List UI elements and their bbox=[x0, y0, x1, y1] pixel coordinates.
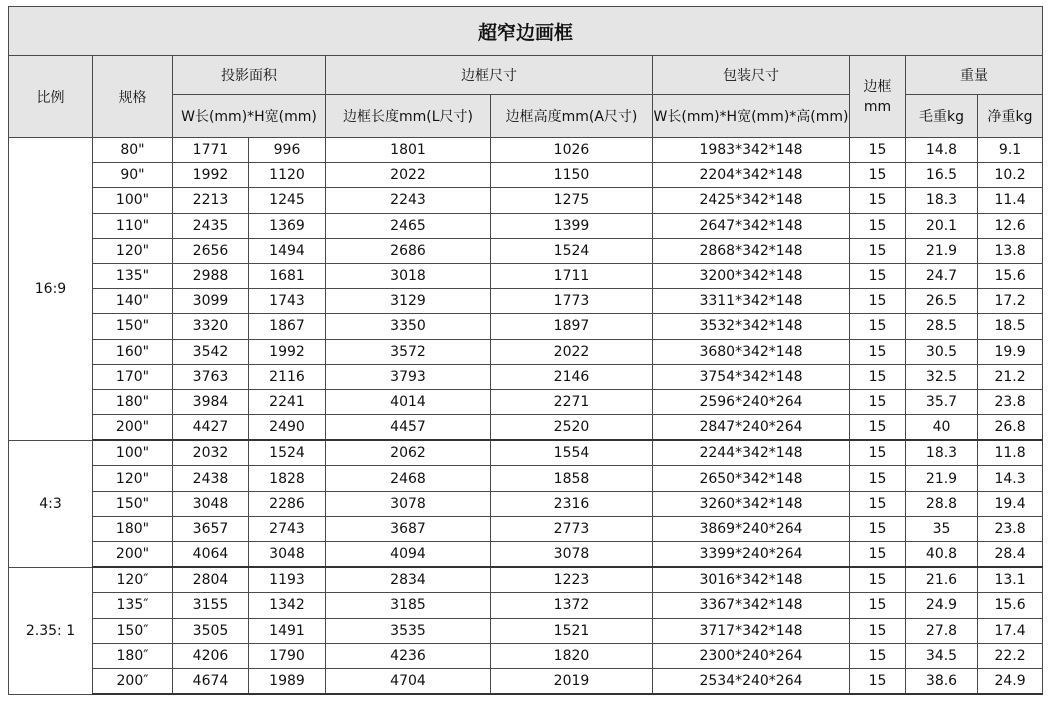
table-row bbox=[9, 415, 1043, 441]
table-row bbox=[9, 263, 1043, 288]
net-weight-cell: 10.2 bbox=[978, 163, 1043, 188]
gross-weight-cell: 21.6 bbox=[906, 567, 978, 593]
border-cell: 15 bbox=[850, 364, 906, 389]
proj-h-cell: 1743 bbox=[249, 289, 326, 314]
proj-h-cell: 1491 bbox=[249, 618, 326, 643]
table-row bbox=[9, 491, 1043, 516]
border-cell: 15 bbox=[850, 440, 906, 466]
frame-length-cell: 3350 bbox=[326, 314, 491, 339]
table-row bbox=[9, 542, 1043, 568]
border-cell: 15 bbox=[850, 238, 906, 263]
frame-length-cell: 4014 bbox=[326, 389, 491, 414]
proj-h-cell: 1524 bbox=[249, 440, 326, 466]
frame-length-cell: 4236 bbox=[326, 643, 491, 668]
proj-h-cell: 996 bbox=[249, 138, 326, 163]
package-cell: 3869*240*264 bbox=[653, 516, 850, 541]
package-cell: 2204*342*148 bbox=[653, 163, 850, 188]
table-row bbox=[9, 364, 1043, 389]
border-cell: 15 bbox=[850, 668, 906, 694]
size-cell: 200" bbox=[93, 415, 173, 441]
package-cell: 2425*342*148 bbox=[653, 188, 850, 213]
net-weight-cell: 15.6 bbox=[978, 263, 1043, 288]
frame-height-cell: 2316 bbox=[491, 491, 653, 516]
gross-weight-cell: 32.5 bbox=[906, 364, 978, 389]
proj-h-cell: 1494 bbox=[249, 238, 326, 263]
border-cell: 15 bbox=[850, 466, 906, 491]
frame-length-cell: 4704 bbox=[326, 668, 491, 694]
frame-length-cell: 4457 bbox=[326, 415, 491, 441]
table-row bbox=[9, 440, 1043, 466]
proj-w-cell: 3657 bbox=[173, 516, 249, 541]
proj-w-cell: 4674 bbox=[173, 668, 249, 694]
size-cell: 180" bbox=[93, 516, 173, 541]
frame-height-cell: 1026 bbox=[491, 138, 653, 163]
proj-h-cell: 1992 bbox=[249, 339, 326, 364]
header-package-sub: W长(mm)*H宽(mm)*高(mm) bbox=[653, 95, 850, 138]
size-cell: 150" bbox=[93, 314, 173, 339]
header-weight: 重量 bbox=[906, 56, 1043, 95]
package-cell: 2300*240*264 bbox=[653, 643, 850, 668]
frame-height-cell: 1524 bbox=[491, 238, 653, 263]
proj-w-cell: 2988 bbox=[173, 263, 249, 288]
frame-height-cell: 2022 bbox=[491, 339, 653, 364]
package-cell: 1983*342*148 bbox=[653, 138, 850, 163]
table-row bbox=[9, 138, 1043, 163]
net-weight-cell: 26.8 bbox=[978, 415, 1043, 441]
proj-w-cell: 3320 bbox=[173, 314, 249, 339]
gross-weight-cell: 28.5 bbox=[906, 314, 978, 339]
net-weight-cell: 13.8 bbox=[978, 238, 1043, 263]
spec-table bbox=[8, 6, 1043, 695]
border-cell: 15 bbox=[850, 163, 906, 188]
frame-height-cell: 1223 bbox=[491, 567, 653, 593]
border-cell: 15 bbox=[850, 213, 906, 238]
package-cell: 2596*240*264 bbox=[653, 389, 850, 414]
frame-height-cell: 1275 bbox=[491, 188, 653, 213]
proj-w-cell: 3763 bbox=[173, 364, 249, 389]
border-cell: 15 bbox=[850, 593, 906, 618]
size-cell: 110" bbox=[93, 213, 173, 238]
frame-height-cell: 1773 bbox=[491, 289, 653, 314]
spec-table-container bbox=[8, 6, 1042, 695]
proj-w-cell: 4064 bbox=[173, 542, 249, 568]
border-cell: 15 bbox=[850, 643, 906, 668]
proj-h-cell: 3048 bbox=[249, 542, 326, 568]
frame-length-cell: 3687 bbox=[326, 516, 491, 541]
table-row bbox=[9, 163, 1043, 188]
proj-h-cell: 1342 bbox=[249, 593, 326, 618]
package-cell: 3016*342*148 bbox=[653, 567, 850, 593]
net-weight-cell: 22.2 bbox=[978, 643, 1043, 668]
package-cell: 3399*240*264 bbox=[653, 542, 850, 568]
border-cell: 15 bbox=[850, 314, 906, 339]
frame-height-cell: 2271 bbox=[491, 389, 653, 414]
ratio-cell: 2.35: 1 bbox=[9, 567, 93, 694]
proj-w-cell: 3099 bbox=[173, 289, 249, 314]
frame-height-cell: 1897 bbox=[491, 314, 653, 339]
frame-length-cell: 2465 bbox=[326, 213, 491, 238]
frame-length-cell: 3793 bbox=[326, 364, 491, 389]
package-cell: 2244*342*148 bbox=[653, 440, 850, 466]
proj-h-cell: 2241 bbox=[249, 389, 326, 414]
net-weight-cell: 19.9 bbox=[978, 339, 1043, 364]
size-cell: 100" bbox=[93, 188, 173, 213]
header-border: 边框 mm bbox=[850, 56, 906, 138]
frame-length-cell: 2468 bbox=[326, 466, 491, 491]
border-cell: 15 bbox=[850, 415, 906, 441]
proj-h-cell: 1989 bbox=[249, 668, 326, 694]
frame-length-cell: 3535 bbox=[326, 618, 491, 643]
gross-weight-cell: 30.5 bbox=[906, 339, 978, 364]
proj-w-cell: 3155 bbox=[173, 593, 249, 618]
frame-height-cell: 2019 bbox=[491, 668, 653, 694]
proj-w-cell: 2804 bbox=[173, 567, 249, 593]
proj-h-cell: 1193 bbox=[249, 567, 326, 593]
frame-height-cell: 1858 bbox=[491, 466, 653, 491]
proj-h-cell: 1369 bbox=[249, 213, 326, 238]
net-weight-cell: 19.4 bbox=[978, 491, 1043, 516]
proj-h-cell: 1867 bbox=[249, 314, 326, 339]
gross-weight-cell: 40 bbox=[906, 415, 978, 441]
size-cell: 150" bbox=[93, 491, 173, 516]
size-cell: 180″ bbox=[93, 643, 173, 668]
net-weight-cell: 21.2 bbox=[978, 364, 1043, 389]
net-weight-cell: 11.4 bbox=[978, 188, 1043, 213]
proj-w-cell: 3984 bbox=[173, 389, 249, 414]
gross-weight-cell: 40.8 bbox=[906, 542, 978, 568]
frame-height-cell: 2520 bbox=[491, 415, 653, 441]
package-cell: 2534*240*264 bbox=[653, 668, 850, 694]
frame-length-cell: 1801 bbox=[326, 138, 491, 163]
size-cell: 80" bbox=[93, 138, 173, 163]
gross-weight-cell: 18.3 bbox=[906, 440, 978, 466]
proj-w-cell: 1992 bbox=[173, 163, 249, 188]
proj-w-cell: 2032 bbox=[173, 440, 249, 466]
proj-w-cell: 2213 bbox=[173, 188, 249, 213]
gross-weight-cell: 21.9 bbox=[906, 238, 978, 263]
table-row bbox=[9, 618, 1043, 643]
package-cell: 2868*342*148 bbox=[653, 238, 850, 263]
net-weight-cell: 24.9 bbox=[978, 668, 1043, 694]
size-cell: 120″ bbox=[93, 567, 173, 593]
border-cell: 15 bbox=[850, 339, 906, 364]
proj-h-cell: 2286 bbox=[249, 491, 326, 516]
frame-length-cell: 3572 bbox=[326, 339, 491, 364]
border-cell: 15 bbox=[850, 188, 906, 213]
net-weight-cell: 15.6 bbox=[978, 593, 1043, 618]
frame-length-cell: 2243 bbox=[326, 188, 491, 213]
table-row bbox=[9, 466, 1043, 491]
proj-w-cell: 3542 bbox=[173, 339, 249, 364]
package-cell: 3717*342*148 bbox=[653, 618, 850, 643]
frame-length-cell: 2062 bbox=[326, 440, 491, 466]
net-weight-cell: 12.6 bbox=[978, 213, 1043, 238]
gross-weight-cell: 38.6 bbox=[906, 668, 978, 694]
header-frame-length: 边框长度mm(L尺寸) bbox=[326, 95, 491, 138]
table-row bbox=[9, 668, 1043, 694]
frame-height-cell: 1150 bbox=[491, 163, 653, 188]
net-weight-cell: 17.4 bbox=[978, 618, 1043, 643]
net-weight-cell: 28.4 bbox=[978, 542, 1043, 568]
table-row bbox=[9, 213, 1043, 238]
size-cell: 200" bbox=[93, 542, 173, 568]
header-size: 规格 bbox=[93, 56, 173, 138]
border-cell: 15 bbox=[850, 389, 906, 414]
gross-weight-cell: 35.7 bbox=[906, 389, 978, 414]
frame-length-cell: 3018 bbox=[326, 263, 491, 288]
size-cell: 160" bbox=[93, 339, 173, 364]
ratio-cell: 4:3 bbox=[9, 440, 93, 567]
border-cell: 15 bbox=[850, 567, 906, 593]
proj-w-cell: 2656 bbox=[173, 238, 249, 263]
proj-h-cell: 1120 bbox=[249, 163, 326, 188]
size-cell: 135″ bbox=[93, 593, 173, 618]
package-cell: 3367*342*148 bbox=[653, 593, 850, 618]
frame-height-cell: 1399 bbox=[491, 213, 653, 238]
frame-height-cell: 2146 bbox=[491, 364, 653, 389]
header-net-weight: 净重kg bbox=[978, 95, 1043, 138]
proj-h-cell: 1681 bbox=[249, 263, 326, 288]
border-cell: 15 bbox=[850, 618, 906, 643]
size-cell: 170" bbox=[93, 364, 173, 389]
table-row bbox=[9, 339, 1043, 364]
header-projection-sub: W长(mm)*H宽(mm) bbox=[173, 95, 326, 138]
table-row bbox=[9, 643, 1043, 668]
proj-w-cell: 4206 bbox=[173, 643, 249, 668]
size-cell: 120" bbox=[93, 466, 173, 491]
proj-h-cell: 2490 bbox=[249, 415, 326, 441]
net-weight-cell: 23.8 bbox=[978, 516, 1043, 541]
proj-w-cell: 3048 bbox=[173, 491, 249, 516]
size-cell: 200″ bbox=[93, 668, 173, 694]
net-weight-cell: 18.5 bbox=[978, 314, 1043, 339]
size-cell: 90" bbox=[93, 163, 173, 188]
package-cell: 2847*240*264 bbox=[653, 415, 850, 441]
table-row bbox=[9, 593, 1043, 618]
proj-h-cell: 1790 bbox=[249, 643, 326, 668]
border-cell: 15 bbox=[850, 263, 906, 288]
package-cell: 3754*342*148 bbox=[653, 364, 850, 389]
net-weight-cell: 9.1 bbox=[978, 138, 1043, 163]
proj-h-cell: 1245 bbox=[249, 188, 326, 213]
frame-height-cell: 1554 bbox=[491, 440, 653, 466]
package-cell: 3200*342*148 bbox=[653, 263, 850, 288]
header-ratio: 比例 bbox=[9, 56, 93, 138]
net-weight-cell: 23.8 bbox=[978, 389, 1043, 414]
gross-weight-cell: 18.3 bbox=[906, 188, 978, 213]
size-cell: 150″ bbox=[93, 618, 173, 643]
net-weight-cell: 14.3 bbox=[978, 466, 1043, 491]
table-row bbox=[9, 314, 1043, 339]
table-body bbox=[9, 138, 1043, 695]
gross-weight-cell: 24.7 bbox=[906, 263, 978, 288]
gross-weight-cell: 27.8 bbox=[906, 618, 978, 643]
border-cell: 15 bbox=[850, 516, 906, 541]
border-cell: 15 bbox=[850, 138, 906, 163]
size-cell: 180" bbox=[93, 389, 173, 414]
proj-h-cell: 2116 bbox=[249, 364, 326, 389]
frame-length-cell: 3078 bbox=[326, 491, 491, 516]
size-cell: 135" bbox=[93, 263, 173, 288]
frame-height-cell: 3078 bbox=[491, 542, 653, 568]
size-cell: 100" bbox=[93, 440, 173, 466]
table-row bbox=[9, 289, 1043, 314]
net-weight-cell: 11.8 bbox=[978, 440, 1043, 466]
frame-height-cell: 1711 bbox=[491, 263, 653, 288]
gross-weight-cell: 20.1 bbox=[906, 213, 978, 238]
frame-length-cell: 2022 bbox=[326, 163, 491, 188]
package-cell: 3680*342*148 bbox=[653, 339, 850, 364]
table-row bbox=[9, 389, 1043, 414]
gross-weight-cell: 28.8 bbox=[906, 491, 978, 516]
proj-h-cell: 1828 bbox=[249, 466, 326, 491]
proj-w-cell: 2438 bbox=[173, 466, 249, 491]
border-cell: 15 bbox=[850, 289, 906, 314]
package-cell: 3260*342*148 bbox=[653, 491, 850, 516]
header-frame-dims: 边框尺寸 bbox=[326, 56, 653, 95]
table-row bbox=[9, 188, 1043, 213]
proj-w-cell: 1771 bbox=[173, 138, 249, 163]
size-cell: 120" bbox=[93, 238, 173, 263]
header-package: 包装尺寸 bbox=[653, 56, 850, 95]
table-row bbox=[9, 238, 1043, 263]
frame-height-cell: 1372 bbox=[491, 593, 653, 618]
net-weight-cell: 17.2 bbox=[978, 289, 1043, 314]
proj-w-cell: 4427 bbox=[173, 415, 249, 441]
table-title: 超窄边画框 bbox=[9, 7, 1043, 56]
gross-weight-cell: 34.5 bbox=[906, 643, 978, 668]
table-row bbox=[9, 567, 1043, 593]
frame-length-cell: 3129 bbox=[326, 289, 491, 314]
package-cell: 2650*342*148 bbox=[653, 466, 850, 491]
gross-weight-cell: 21.9 bbox=[906, 466, 978, 491]
package-cell: 3532*342*148 bbox=[653, 314, 850, 339]
frame-length-cell: 2686 bbox=[326, 238, 491, 263]
proj-w-cell: 3505 bbox=[173, 618, 249, 643]
proj-h-cell: 2743 bbox=[249, 516, 326, 541]
gross-weight-cell: 16.5 bbox=[906, 163, 978, 188]
package-cell: 2647*342*148 bbox=[653, 213, 850, 238]
frame-height-cell: 1820 bbox=[491, 643, 653, 668]
frame-length-cell: 3185 bbox=[326, 593, 491, 618]
frame-length-cell: 2834 bbox=[326, 567, 491, 593]
gross-weight-cell: 26.5 bbox=[906, 289, 978, 314]
header-frame-height: 边框高度mm(A尺寸) bbox=[491, 95, 653, 138]
frame-height-cell: 1521 bbox=[491, 618, 653, 643]
table-row bbox=[9, 516, 1043, 541]
gross-weight-cell: 24.9 bbox=[906, 593, 978, 618]
header-gross-weight: 毛重kg bbox=[906, 95, 978, 138]
border-cell: 15 bbox=[850, 542, 906, 568]
gross-weight-cell: 35 bbox=[906, 516, 978, 541]
size-cell: 140" bbox=[93, 289, 173, 314]
gross-weight-cell: 14.8 bbox=[906, 138, 978, 163]
ratio-cell: 16:9 bbox=[9, 138, 93, 441]
package-cell: 3311*342*148 bbox=[653, 289, 850, 314]
border-cell: 15 bbox=[850, 491, 906, 516]
net-weight-cell: 13.1 bbox=[978, 567, 1043, 593]
frame-height-cell: 2773 bbox=[491, 516, 653, 541]
header-projection: 投影面积 bbox=[173, 56, 326, 95]
proj-w-cell: 2435 bbox=[173, 213, 249, 238]
frame-length-cell: 4094 bbox=[326, 542, 491, 568]
